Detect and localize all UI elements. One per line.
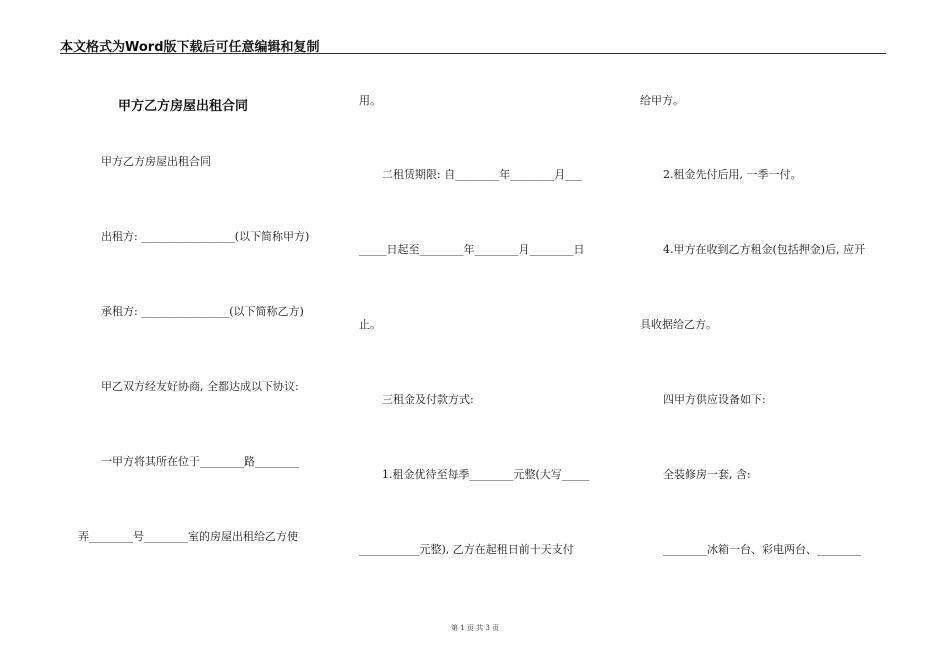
col2-line-7: ___________元整), 乙方在起租日前十天支付 bbox=[359, 543, 574, 556]
col2-line-4: 止。 bbox=[359, 318, 381, 331]
col1-line-3: 承租方: ________________(以下简称乙方) bbox=[101, 305, 304, 318]
col2-line-2: 二租赁期限: 自________年________月___ bbox=[382, 168, 582, 181]
col3-line-4: 具收据给乙方。 bbox=[640, 318, 717, 331]
col3-line-5: 四甲方供应设备如下: bbox=[663, 393, 766, 406]
header-divider bbox=[60, 53, 886, 54]
col1-line-6: 弄________号________室的房屋出租给乙方使 bbox=[78, 530, 298, 543]
page-number-footer: 第 1 页 共 3 页 bbox=[450, 624, 500, 632]
document-title: 甲方乙方房屋出租合同 bbox=[118, 99, 249, 114]
col3-line-2: 2.租金先付后用, 一季一付。 bbox=[663, 168, 802, 181]
col3-line-6: 全装修房一套, 含: bbox=[663, 468, 751, 481]
document-header: 本文格式为Word版下载后可任意编辑和复制 bbox=[60, 40, 320, 55]
col2-line-3: _____日起至________年________月________日 bbox=[359, 243, 585, 256]
col1-line-5: 一甲方将其所在位于________路________ bbox=[101, 455, 299, 468]
col2-line-6: 1.租金优待至每季________元整(大写_____ bbox=[382, 468, 590, 481]
col3-line-7: ________冰箱一台、彩电两台、________ bbox=[663, 543, 861, 556]
col2-line-1: 用。 bbox=[359, 94, 381, 107]
col2-line-5: 三租金及付款方式: bbox=[382, 393, 474, 406]
col1-line-4: 甲乙双方经友好协商, 全都达成以下协议: bbox=[101, 380, 299, 393]
col3-line-3: 4.甲方在收到乙方租金(包括押金)后, 应开 bbox=[663, 243, 866, 256]
col1-line-2: 出租方: _________________(以下简称甲方) bbox=[101, 230, 310, 243]
col3-line-1: 给甲方。 bbox=[640, 94, 684, 107]
col1-line-1: 甲方乙方房屋出租合同 bbox=[101, 155, 211, 168]
